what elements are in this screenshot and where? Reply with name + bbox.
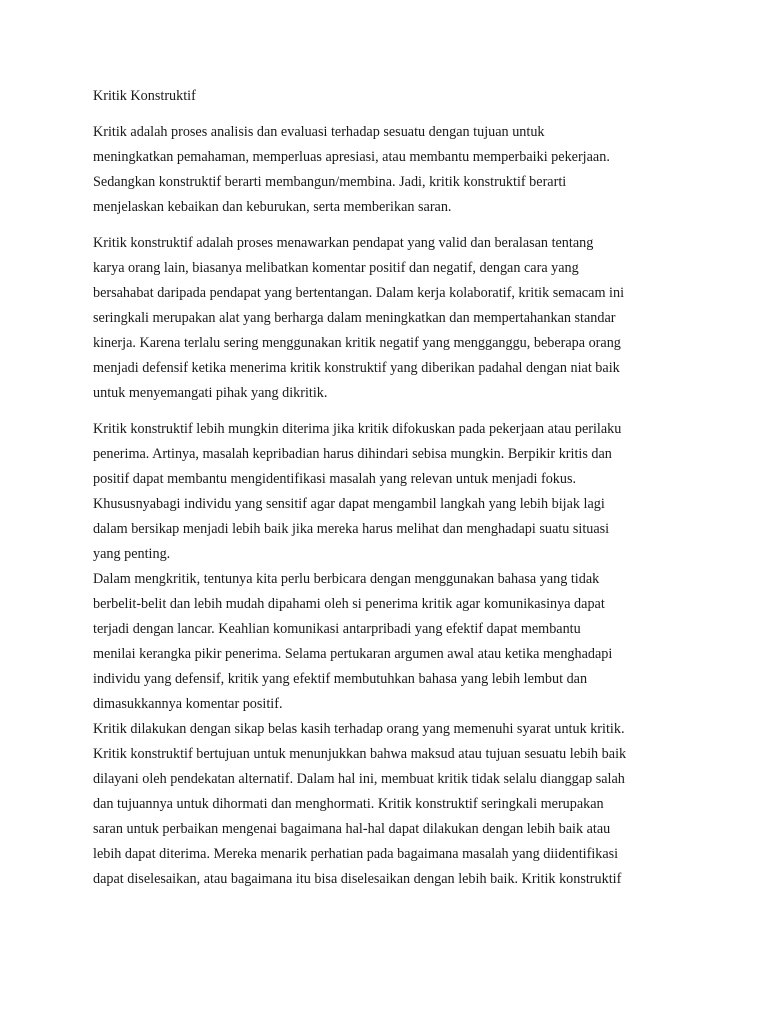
- text-line: bersahabat daripada pendapat yang bertentangan. Dalam kerja kolaboratif, kritik semacam ini: [93, 285, 625, 301]
- paragraph-1: [93, 120, 672, 220]
- text-line: Kritik adalah proses analisis dan evaluasi terhadap sesuatu dengan tujuan untuk: [93, 124, 545, 140]
- text-line: menilai kerangka pikir penerima. Selama pertukaran argumen awal atau ketika menghadapi: [93, 646, 613, 662]
- text-line: Kritik konstruktif bertujuan untuk menunjukkan bahwa maksud atau tujuan sesuatu lebih baik: [93, 746, 627, 762]
- paragraph-5: [93, 717, 672, 892]
- text-line: lebih dapat diterima. Mereka menarik perhatian pada bagaimana masalah yang diidentifikasi: [93, 846, 619, 862]
- text-line: Dalam mengkritik, tentunya kita perlu berbicara dengan menggunakan bahasa yang tidak: [93, 571, 600, 587]
- text-line: Kritik konstruktif adalah proses menawarkan pendapat yang valid dan beralasan tentang: [93, 235, 594, 251]
- text-line: menjelaskan kebaikan dan keburukan, serta memberikan saran.: [93, 199, 452, 215]
- paragraph-4: [93, 567, 672, 717]
- text-line: individu yang defensif, kritik yang efektif membutuhkan bahasa yang lebih lembut dan: [93, 671, 588, 687]
- text-line: menjadi defensif ketika menerima kritik konstruktif yang diberikan padahal dengan niat baik: [93, 360, 620, 376]
- text-line: Khususnyabagi individu yang sensitif agar dapat mengambil langkah yang lebih bijak lagi: [93, 496, 605, 512]
- text-line: Sedangkan konstruktif berarti membangun/membina. Jadi, kritik konstruktif berarti: [93, 174, 567, 190]
- paragraph-2: [93, 231, 672, 406]
- text-line: yang penting.: [93, 546, 171, 562]
- text-line: kinerja. Karena terlalu sering menggunakan kritik negatif yang mengganggu, beberapa orang: [93, 335, 621, 351]
- text-line: untuk menyemangati pihak yang dikritik.: [93, 385, 328, 401]
- text-line: dilayani oleh pendekatan alternatif. Dalam hal ini, membuat kritik tidak selalu dianggap salah: [93, 771, 625, 787]
- text-line: saran untuk perbaikan mengenai bagaimana hal-hal dapat dilakukan dengan lebih baik atau: [93, 821, 611, 837]
- paragraph-3: [93, 417, 672, 567]
- document-title: Kritik Konstruktif: [93, 88, 196, 104]
- text-line: Kritik konstruktif lebih mungkin diterima jika kritik difokuskan pada pekerjaan atau perilaku: [93, 421, 622, 437]
- text-line: positif dapat membantu mengidentifikasi masalah yang relevan untuk menjadi fokus.: [93, 471, 577, 487]
- text-line: dapat diselesaikan, atau bagaimana itu bisa diselesaikan dengan lebih baik. Kritik konstruktif: [93, 871, 622, 887]
- text-line: meningkatkan pemahaman, memperluas apresiasi, atau membantu memperbaiki pekerjaan.: [93, 149, 610, 165]
- text-line: karya orang lain, biasanya melibatkan komentar positif dan negatif, dengan cara yang: [93, 260, 579, 276]
- text-line: dan tujuannya untuk dihormati dan menghormati. Kritik konstruktif seringkali merupakan: [93, 796, 604, 812]
- text-line: seringkali merupakan alat yang berharga dalam meningkatkan dan mempertahankan standar: [93, 310, 616, 326]
- text-line: terjadi dengan lancar. Keahlian komunikasi antarpribadi yang efektif dapat membantu: [93, 621, 581, 637]
- text-line: berbelit-belit dan lebih mudah dipahami oleh si penerima kritik agar komunikasinya dapat: [93, 596, 605, 612]
- text-line: penerima. Artinya, masalah kepribadian harus dihindari sebisa mungkin. Berpikir kritis dan: [93, 446, 612, 462]
- text-line: dalam bersikap menjadi lebih baik jika mereka harus melihat dan menghadapi suatu situasi: [93, 521, 610, 537]
- text-line: dimasukkannya komentar positif.: [93, 696, 283, 712]
- text-line: Kritik dilakukan dengan sikap belas kasih terhadap orang yang memenuhi syarat untuk kritik.: [93, 721, 625, 737]
